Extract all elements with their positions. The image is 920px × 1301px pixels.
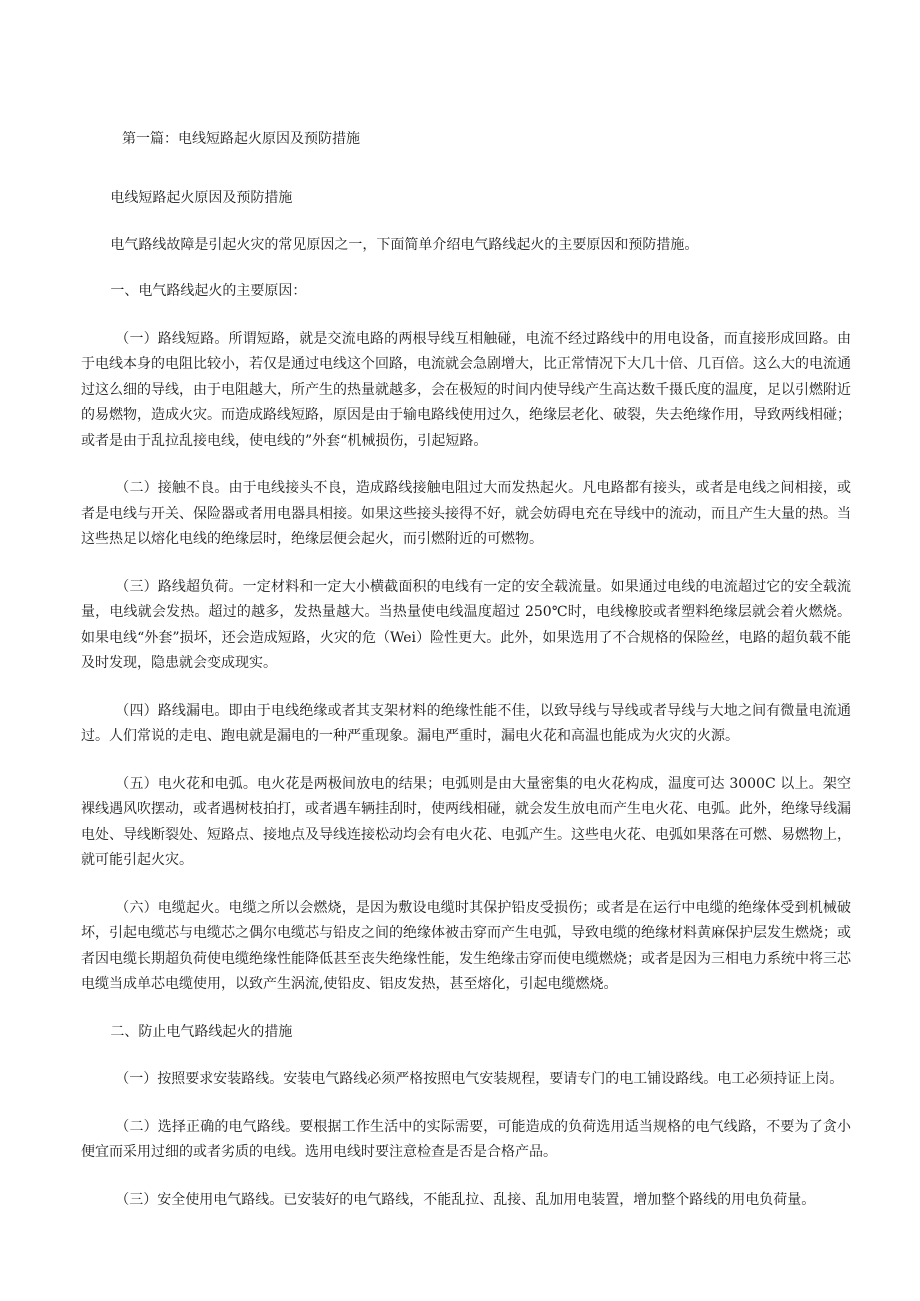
subtitle-paragraph: 电线短路起火原因及预防措施 xyxy=(110,190,293,206)
cause-overload: （三）路线超负荷。一定材料和一定大小横截面积的电线有一定的安全载流量。如果通过电线的电流超过它的安全载流量，电线就会发热。超过的越多，发热量越大。当热量使电线温度超过 250℃时，电线橡胶或者塑料绝缘层就会着火燃烧。如果电线“外套”损坏，还会造成短路，火灾的危（Wei）险性更大。此外，如果选用了不合规格的保险丝，电路的超负载不能及时发现，隐患就会变成现实。 xyxy=(81,578,851,671)
document-title: 第一篇：电线短路起火原因及预防措施 xyxy=(122,131,360,147)
cause-leakage: （四）路线漏电。即由于电线绝缘或者其支架材料的绝缘性能不佳，以致导线与导线或者导线与大地之间有微量电流通过。人们常说的走电、跑电就是漏电的一种严重现象。漏电严重时，漏电火花和高温也能成为火灾的火源。 xyxy=(81,702,851,744)
intro-paragraph: 电气路线故障是引起火灾的常见原因之一，下面简单介绍电气路线起火的主要原因和预防措施。 xyxy=(110,236,699,253)
cause-cable-fire: （六）电缆起火。电缆之所以会燃烧，是因为敷设电缆时其保护铅皮受损伤；或者是在运行中电缆的绝缘体受到机械破坏，引起电缆芯与电缆芯之偶尔电缆芯与铅皮之间的绝缘体被击穿而产生电弧，导致电缆的绝缘材料黄麻保护层发生燃烧；或者因电缆长期超负荷使电缆绝缘性能降低甚至丧失绝缘性能，发生绝缘击穿而使电缆燃烧；或者是因为三相电力系统中将三芯电缆当成单芯电缆使用，以致产生涡流,使铅皮、铝皮发热，甚至熔化，引起电缆燃烧。 xyxy=(81,899,851,992)
document-body xyxy=(81,186,851,1213)
measure-safe-use: （三）安全使用电气路线。已安装好的电气路线，不能乱拉、乱接、乱加用电装置，增加整个路线的用电负荷量。 xyxy=(115,1191,816,1208)
measure-install: （一）按照要求安装路线。安装电气路线必须严格按照电气安装规程，要请专门的电工铺设路线。电工必须持证上岗。 xyxy=(115,1071,844,1087)
cause-poor-contact: （二）接触不良。由于电线接头不良，造成路线接触电阻过大而发热起火。凡电路都有接头，或者是电线之间相接，或者是电线与开关、保险器或者用电器具相接。如果这些接头接得不好，就会妨碍电充在导线中的流动，而且产生大量的热。当这些热足以熔化电线的绝缘层时，绝缘层便会起火，而引燃附近的可燃物。 xyxy=(81,480,851,547)
section-heading-causes: 一、电气路线起火的主要原因： xyxy=(110,283,307,299)
measure-select-wire: （二）选择正确的电气路线。要根据工作生活中的实际需要，可能造成的负荷选用适当规格的电气线路，不要为了贪小便宜而采用过细的或者劣质的电线。选用电线时要注意检查是否是合格产品。 xyxy=(81,1118,851,1160)
cause-spark-arc: （五）电火花和电弧。电火花是两极间放电的结果；电弧则是由大量密集的电火花构成，温度可达 3000C 以上。架空裸线遇风吹摆动，或者遇树枝拍打，或者遇车辆挂刮时，使两线相碰，就会发生放电而产生电火花、电弧。此外，绝缘导线漏电处、导线断裂处、短路点、接地点及导线连接松动均会有电火花、电弧产生。这些电火花、电弧如果落在可燃、易燃物上，就可能引起火灾。 xyxy=(81,775,851,868)
section-heading-prevention: 二、防止电气路线起火的措施 xyxy=(110,1023,293,1040)
cause-short-circuit: （一）路线短路。所谓短路，就是交流电路的两根导线互相触碰，电流不经过路线中的用电设备，而直接形成回路。由于电线本身的电阻比较小，若仅是通过电线这个回路，电流就会急剧增大，比正常情况下大几十倍、几百倍。这么大的电流通过这么细的导线，由于电阻越大，所产生的热量就越多，会在极短的时间内使导线产生高达数千摄氏度的温度，足以引燃附近的易燃物，造成火灾。而造成路线短路，原因是由于输电路线使用过久，绝缘层老化、破裂，失去绝缘作用，导致两线相碰；或者是由于乱拉乱接电线，使电线的”外套“机械损伤，引起短路。 xyxy=(81,330,851,449)
